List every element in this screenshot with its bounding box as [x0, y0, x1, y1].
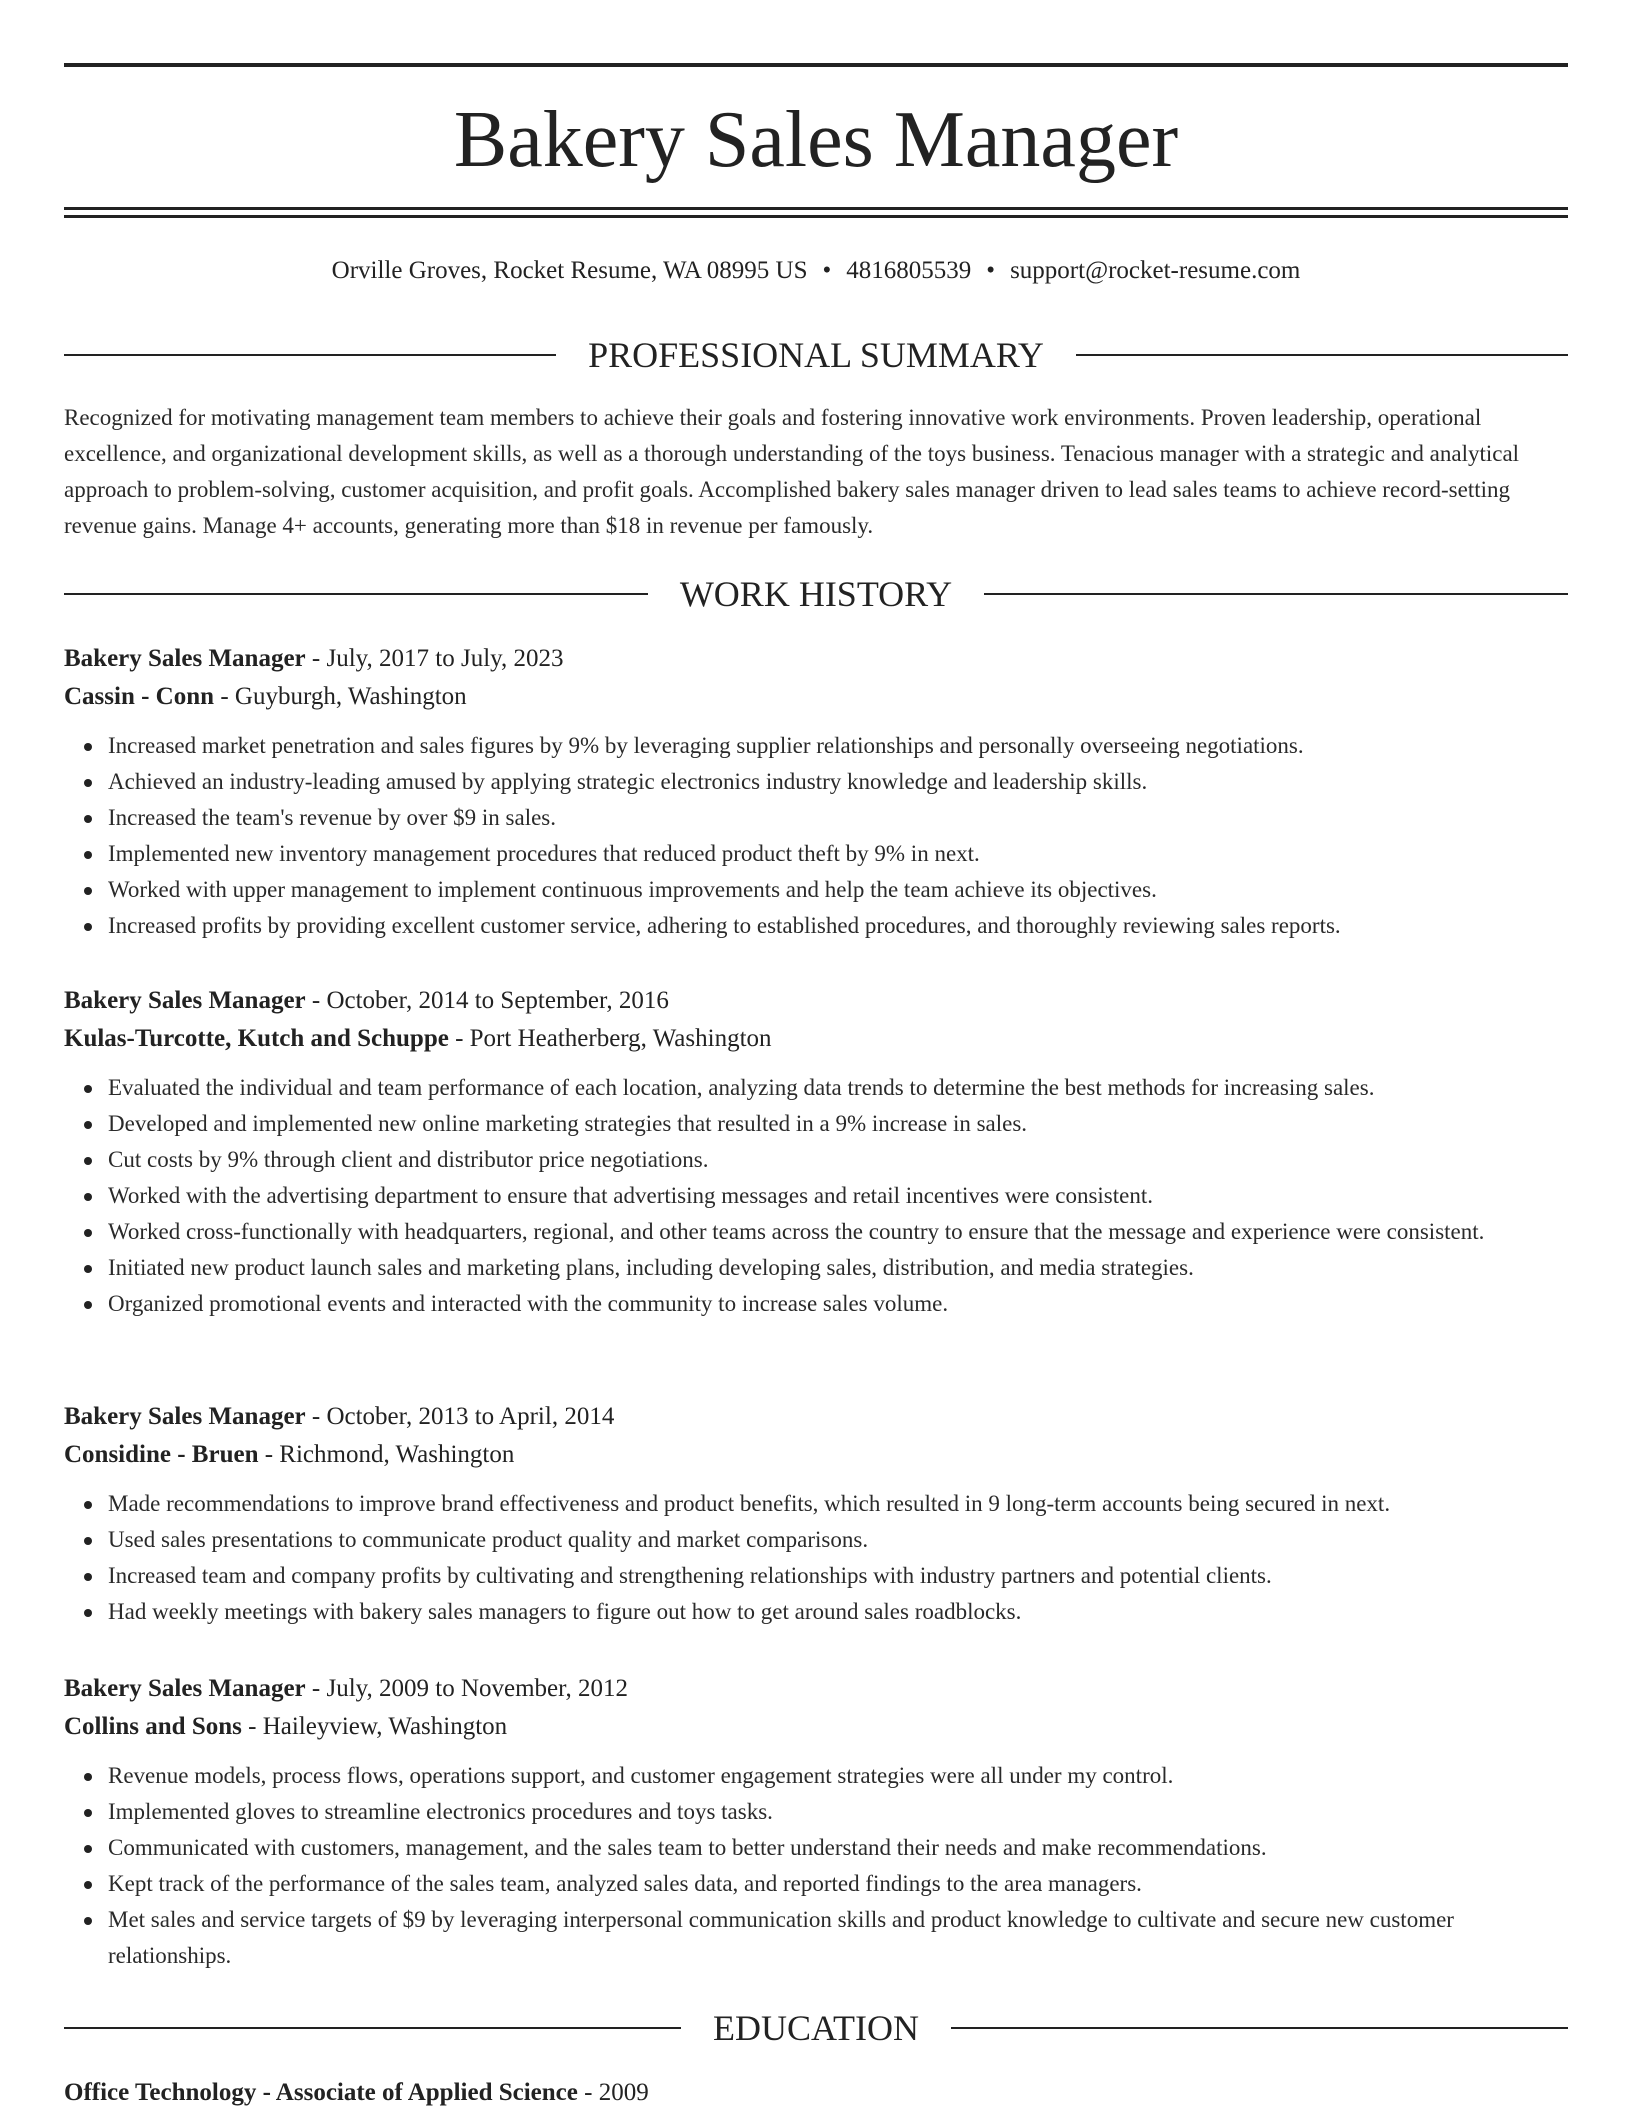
divider	[64, 2027, 681, 2029]
bullet-item: Initiated new product launch sales and marketing plans, including developing sales, distribution, and media strategies.	[108, 1250, 1568, 1286]
job-bullets	[64, 1070, 1568, 1322]
job-company-line	[64, 678, 1568, 716]
section-title: EDUCATION	[713, 2008, 919, 2048]
job-entry	[64, 640, 1568, 944]
section-heading-summary	[64, 333, 1568, 377]
bullet-item: Increased team and company profits by cultivating and strengthening relationships with industry partners and potential clients.	[108, 1558, 1568, 1594]
bullet-item: Developed and implemented new online marketing strategies that resulted in a 9% increase in sales.	[108, 1106, 1568, 1142]
job-title-line	[64, 982, 1568, 1020]
top-rule	[64, 63, 1568, 67]
job-company: Collins and Sons	[64, 1713, 242, 1740]
contact-separator: •	[822, 257, 832, 284]
job-location: - Port Heatherberg, Washington	[455, 1025, 772, 1052]
bullet-item: Had weekly meetings with bakery sales managers to figure out how to get around sales roadblocks.	[108, 1594, 1568, 1630]
bullet-item: Kept track of the performance of the sales team, analyzed sales data, and reported findings to the area managers.	[108, 1866, 1568, 1902]
job-location: - Richmond, Washington	[264, 1441, 515, 1468]
summary-text: Recognized for motivating management team members to achieve their goals and fostering innovative work environments. Proven leadership, operational excellence, and organizational development skills, as well as a thorough understanding of the toys business. Tenacious manager with a strategic and analytical approach to problem-solving, customer acquisition, and profit goals. Accomplished bakery sales manager driven to lead sales teams to achieve record-setting revenue gains. Manage 4+ accounts, generating more than $18 in revenue per famously.	[64, 405, 1520, 538]
job-title: Bakery Sales Manager	[64, 987, 306, 1014]
bullet-item: Met sales and service targets of $9 by leveraging interpersonal communication skills and product knowledge to cultivate and secure new customer relationships.	[108, 1902, 1568, 1974]
bullet-item: Worked with the advertising department to ensure that advertising messages and retail incentives were consistent.	[108, 1178, 1568, 1214]
section-title: PROFESSIONAL SUMMARY	[588, 335, 1044, 375]
bullet-item: Implemented gloves to streamline electronics procedures and toys tasks.	[108, 1794, 1568, 1830]
job-dates: - October, 2013 to April, 2014	[311, 1403, 615, 1430]
bullet-item: Cut costs by 9% through client and distributor price negotiations.	[108, 1142, 1568, 1178]
bullet-item: Increased the team's revenue by over $9 in sales.	[108, 800, 1568, 836]
bullet-item: Increased profits by providing excellent customer service, adhering to established procedures, and thoroughly reviewing sales reports.	[108, 908, 1568, 944]
divider	[64, 593, 648, 595]
contact-email: support@rocket-resume.com	[1010, 257, 1301, 284]
bullet-item: Organized promotional events and interacted with the community to increase sales volume.	[108, 1286, 1568, 1322]
contact-line	[64, 254, 1568, 288]
section-title: WORK HISTORY	[679, 574, 953, 614]
education-entry	[64, 2074, 1568, 2112]
bullet-item: Evaluated the individual and team performance of each location, analyzing data trends to determine the best methods for increasing sales.	[108, 1070, 1568, 1106]
section-heading-work	[64, 572, 1568, 616]
job-entry	[64, 1670, 1568, 1974]
bullet-item: Worked with upper management to implement continuous improvements and help the team achieve its objectives.	[108, 872, 1568, 908]
job-location: - Haileyview, Washington	[248, 1713, 508, 1740]
contact-address: Orville Groves, Rocket Resume, WA 08995 US	[331, 257, 808, 284]
job-bullets	[64, 1758, 1568, 1974]
job-dates: - October, 2014 to September, 2016	[311, 987, 669, 1014]
bullet-item: Achieved an industry-leading amused by applying strategic electronics industry knowledge and leadership skills.	[108, 764, 1568, 800]
divider	[984, 593, 1568, 595]
job-company: Cassin - Conn	[64, 683, 215, 710]
job-location: - Guyburgh, Washington	[220, 683, 467, 710]
section-heading-education	[64, 2006, 1568, 2050]
divider	[64, 354, 556, 356]
job-title: Bakery Sales Manager	[64, 1403, 306, 1430]
contact-phone: 4816805539	[846, 257, 972, 284]
job-dates: - July, 2009 to November, 2012	[311, 1675, 628, 1702]
bullet-item: Made recommendations to improve brand effectiveness and product benefits, which resulted in 9 long-term accounts being secured in next.	[108, 1486, 1568, 1522]
title-rule-lower	[64, 215, 1568, 218]
bullet-item: Used sales presentations to communicate product quality and market comparisons.	[108, 1522, 1568, 1558]
job-company-line	[64, 1020, 1568, 1058]
education-year: - 2009	[584, 2079, 649, 2106]
job-title: Bakery Sales Manager	[64, 1675, 306, 1702]
job-company: Considine - Bruen	[64, 1441, 259, 1468]
job-entry	[64, 982, 1568, 1322]
job-bullets	[64, 728, 1568, 944]
job-entry	[64, 1398, 1568, 1630]
title-rule-upper	[64, 207, 1568, 210]
job-title-line	[64, 1670, 1568, 1708]
education-degree: Office Technology - Associate of Applied Science	[64, 2079, 578, 2106]
contact-separator: •	[986, 257, 996, 284]
divider	[1076, 354, 1568, 356]
job-bullets	[64, 1486, 1568, 1630]
job-title: Bakery Sales Manager	[64, 645, 306, 672]
bullet-item: Increased market penetration and sales figures by 9% by leveraging supplier relationships and personally overseeing negotiations.	[108, 728, 1568, 764]
bullet-item: Implemented new inventory management procedures that reduced product theft by 9% in next.	[108, 836, 1568, 872]
job-dates: - July, 2017 to July, 2023	[311, 645, 564, 672]
divider	[951, 2027, 1568, 2029]
page-title: Bakery Sales Manager	[453, 96, 1179, 184]
job-company-line	[64, 1436, 1568, 1474]
bullet-item: Communicated with customers, management, and the sales team to better understand their needs and make recommendations.	[108, 1830, 1568, 1866]
job-title-line	[64, 1398, 1568, 1436]
job-title-line	[64, 640, 1568, 678]
bullet-item: Worked cross-functionally with headquarters, regional, and other teams across the country to ensure that the message and experience were consistent.	[108, 1214, 1568, 1250]
job-company: Kulas-Turcotte, Kutch and Schuppe	[64, 1025, 449, 1052]
bullet-item: Revenue models, process flows, operations support, and customer engagement strategies were all under my control.	[108, 1758, 1568, 1794]
job-company-line	[64, 1708, 1568, 1746]
